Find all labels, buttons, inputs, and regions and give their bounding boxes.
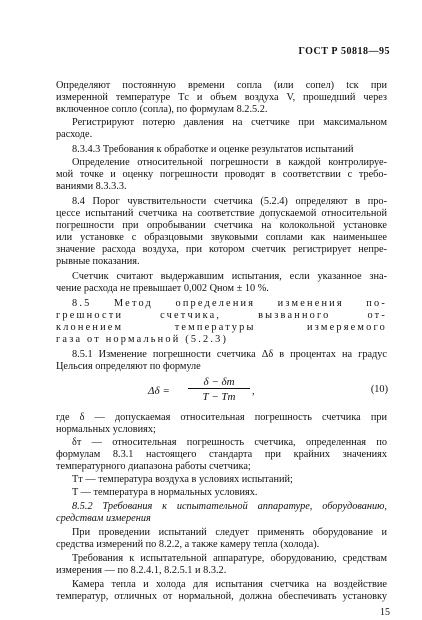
text-line: Камера тепла и холода для испытания счетчика на воздействие: [72, 579, 387, 590]
section-heading: 8.3.4.3 Требования к обработке и оценке результатов испытаний: [72, 144, 354, 155]
section-heading: грешности счетчика, вызванного от-: [56, 310, 387, 321]
formula-denominator: T − Tт: [202, 391, 236, 403]
text-line: T — температура в нормальных условиях.: [72, 487, 258, 498]
section-heading: 8.5 Метод определения изменения по-: [72, 298, 387, 309]
text-line: Tт — температура воздуха в условиях испытаний;: [72, 474, 293, 485]
section-heading: газа от нормальной (5.2.3): [56, 334, 229, 345]
section-heading: средствам измерения: [56, 513, 151, 524]
text-line: цессе испытаний счетчика на соответствие допускаемой относительной: [56, 208, 387, 219]
text-line: 8.4 Порог чувствительности счетчика (5.2.4) определяют в про-: [72, 196, 387, 207]
text-line: Цельсия определяют по формуле: [56, 361, 201, 372]
formula-number: (10): [370, 384, 388, 395]
text-line: Регистрируют потерю давления на счетчике при максимальном: [72, 117, 387, 128]
text-line: Определение относительной погрешности в каждой контролируе-: [72, 157, 387, 168]
text-line: формулам 8.3.1 настоящего стандарта при крайних значениях: [56, 449, 387, 460]
text-line: При проведении испытаний следует применять оборудование и: [72, 527, 387, 538]
text-line: температур, отличных от нормальной, должна обеспечивать установку: [56, 591, 387, 602]
text-line: Счетчик считают выдержавшим испытания, если указанное зна-: [72, 271, 387, 282]
text-line: чение расхода не превышает 0,002 Qном ± 10 %.: [56, 283, 269, 294]
section-heading: клонением температуры измеряемого: [56, 322, 387, 333]
text-line: температурного диапазона работы счетчика;: [56, 461, 251, 472]
document-header: ГОСТ Р 50818—95: [298, 46, 390, 57]
text-line: ваниями 8.3.3.3.: [56, 181, 127, 192]
page-number: 15: [380, 607, 390, 618]
text-line: Требования к испытательной аппаратуре, оборудованию, средствам: [72, 553, 387, 564]
text-line: нормальных условиях;: [56, 424, 156, 435]
text-line: рывные показания.: [56, 256, 140, 267]
text-line: измерения — по 8.2.4.1, 8.2.5.1 и 8.3.2.: [56, 565, 227, 576]
text-line: измеренной температуре Tс и объем воздуха V, прошедший через: [56, 92, 387, 103]
text-line: Определяют постоянную времени сопла (или сопел) tск при: [56, 80, 387, 91]
formula-lhs: Δδ =: [148, 385, 170, 397]
text-line: δт — относительная погрешность счетчика, определенная по: [72, 437, 387, 448]
text-line: средства измерений по 8.2.2, а также камеру тепла (холода).: [56, 539, 320, 550]
text-line: погрешности при опробывании счетчика на колокольной установке: [56, 220, 387, 231]
text-line: значение расхода воздуха, при котором счетчик регистрирует непре-: [56, 244, 387, 255]
text-line: 8.5.1 Изменение погрешности счетчика Δδ в процентах на градус: [72, 349, 387, 360]
formula: [148, 376, 388, 408]
text-line: или установке с образцовыми звуковыми соплами как наименьшее: [56, 232, 387, 243]
formula-numerator: δ − δт: [188, 376, 250, 389]
text-line: включенное сопло (сопла), по формулам 8.2.5.2.: [56, 104, 268, 115]
text-line: мой точке и оценку погрешности проводят в соответствии с требо-: [56, 169, 387, 180]
text-line: расходе.: [56, 129, 93, 140]
text-line: где δ — допускаемая относительная погрешность счетчика при: [56, 412, 387, 423]
formula-trail: ,: [252, 385, 255, 397]
section-heading: 8.5.2 Требования к испытательной аппаратуре, оборудованию,: [72, 501, 387, 512]
